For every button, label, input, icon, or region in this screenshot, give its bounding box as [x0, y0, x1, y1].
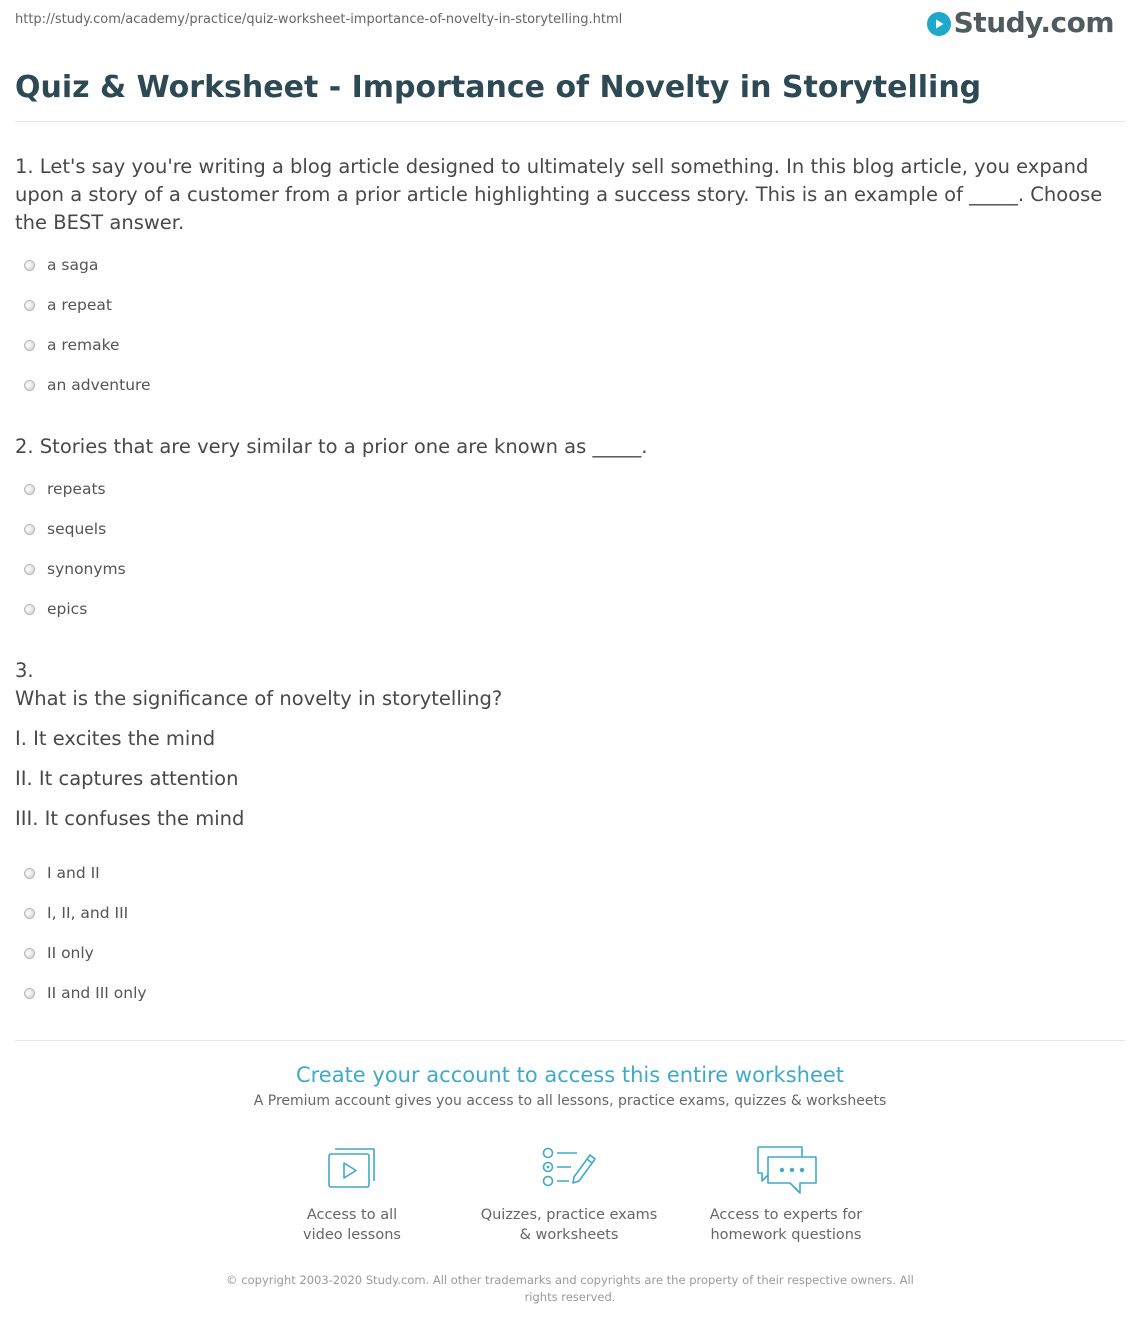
radio-button[interactable] [24, 564, 35, 575]
option-label: I and II [47, 864, 100, 882]
option-label: an adventure [47, 376, 151, 394]
brand-name: Study.com [953, 6, 1114, 39]
feature-label: Access to experts for homework questions [709, 1207, 863, 1243]
question-2-text: 2. Stories that are very similar to a prior one are known as _____. [15, 435, 648, 458]
title-divider [15, 121, 1125, 122]
option-label: synonyms [47, 560, 126, 578]
answer-option[interactable] [24, 903, 128, 923]
option-label: sequels [47, 520, 107, 538]
answer-option[interactable] [24, 255, 98, 275]
create-account-link[interactable]: Create your account to access this entire worksheet [295, 1063, 845, 1087]
answer-option[interactable] [24, 863, 100, 883]
page-url: http://study.com/academy/practice/quiz-worksheet-importance-of-novelty-in-storytelling.html [15, 12, 623, 27]
option-label: II and III only [47, 984, 147, 1002]
feature-experts [691, 1145, 881, 1245]
option-label: a saga [47, 256, 99, 274]
cta-subtitle: A Premium account gives you access to all lessons, practice exams, quizzes & worksheets [253, 1093, 887, 1109]
radio-button[interactable] [24, 484, 35, 495]
option-label: I, II, and III [47, 904, 129, 922]
radio-button[interactable] [24, 524, 35, 535]
quiz-checklist-icon [541, 1145, 597, 1191]
radio-button[interactable] [24, 604, 35, 615]
feature-quizzes [474, 1145, 664, 1245]
copyright-footer: © copyright 2003-2020 Study.com. All other trademarks and copyrights are the property of their respective owners. All rights reserved. [226, 1273, 914, 1304]
chat-bubbles-icon [754, 1145, 818, 1195]
radio-button[interactable] [24, 908, 35, 919]
answer-option[interactable] [24, 519, 106, 539]
answer-option[interactable] [24, 983, 147, 1003]
question-3-prompt: What is the significance of novelty in storytelling? [15, 687, 503, 710]
answer-option[interactable] [24, 943, 94, 963]
radio-button[interactable] [24, 948, 35, 959]
radio-button[interactable] [24, 868, 35, 879]
feature-label: Access to all video lessons [303, 1207, 401, 1243]
radio-button[interactable] [24, 988, 35, 999]
question-3-statement: I. It excites the mind [15, 727, 216, 750]
section-divider [15, 1040, 1125, 1041]
option-label: II only [47, 944, 94, 962]
question-1-text: 1. Let's say you're writing a blog article designed to ultimately sell something. In this blog article, you expand upon a story of a customer from a prior article highlighting a success story. This is an example of _____. Choose the BEST answer. [15, 155, 1103, 234]
page-title: Quiz & Worksheet - Importance of Novelty in Storytelling [15, 70, 982, 105]
radio-button[interactable] [24, 380, 35, 391]
play-icon [927, 12, 951, 36]
study-logo[interactable] [927, 6, 1114, 39]
video-lessons-icon [326, 1145, 378, 1191]
answer-option[interactable] [24, 479, 106, 499]
answer-option[interactable] [24, 375, 151, 395]
radio-button[interactable] [24, 260, 35, 271]
option-label: a repeat [47, 296, 112, 314]
radio-button[interactable] [24, 300, 35, 311]
option-label: epics [47, 600, 88, 618]
question-3-number: 3. [15, 659, 34, 682]
feature-video-lessons [257, 1145, 447, 1245]
option-label: a remake [47, 336, 120, 354]
answer-option[interactable] [24, 599, 87, 619]
question-3-statement: III. It confuses the mind [15, 807, 245, 830]
answer-option[interactable] [24, 295, 112, 315]
question-3-statement: II. It captures attention [15, 767, 239, 790]
radio-button[interactable] [24, 340, 35, 351]
option-label: repeats [47, 480, 106, 498]
feature-label: Quizzes, practice exams & worksheets [480, 1207, 658, 1243]
answer-option[interactable] [24, 559, 126, 579]
answer-option[interactable] [24, 335, 120, 355]
